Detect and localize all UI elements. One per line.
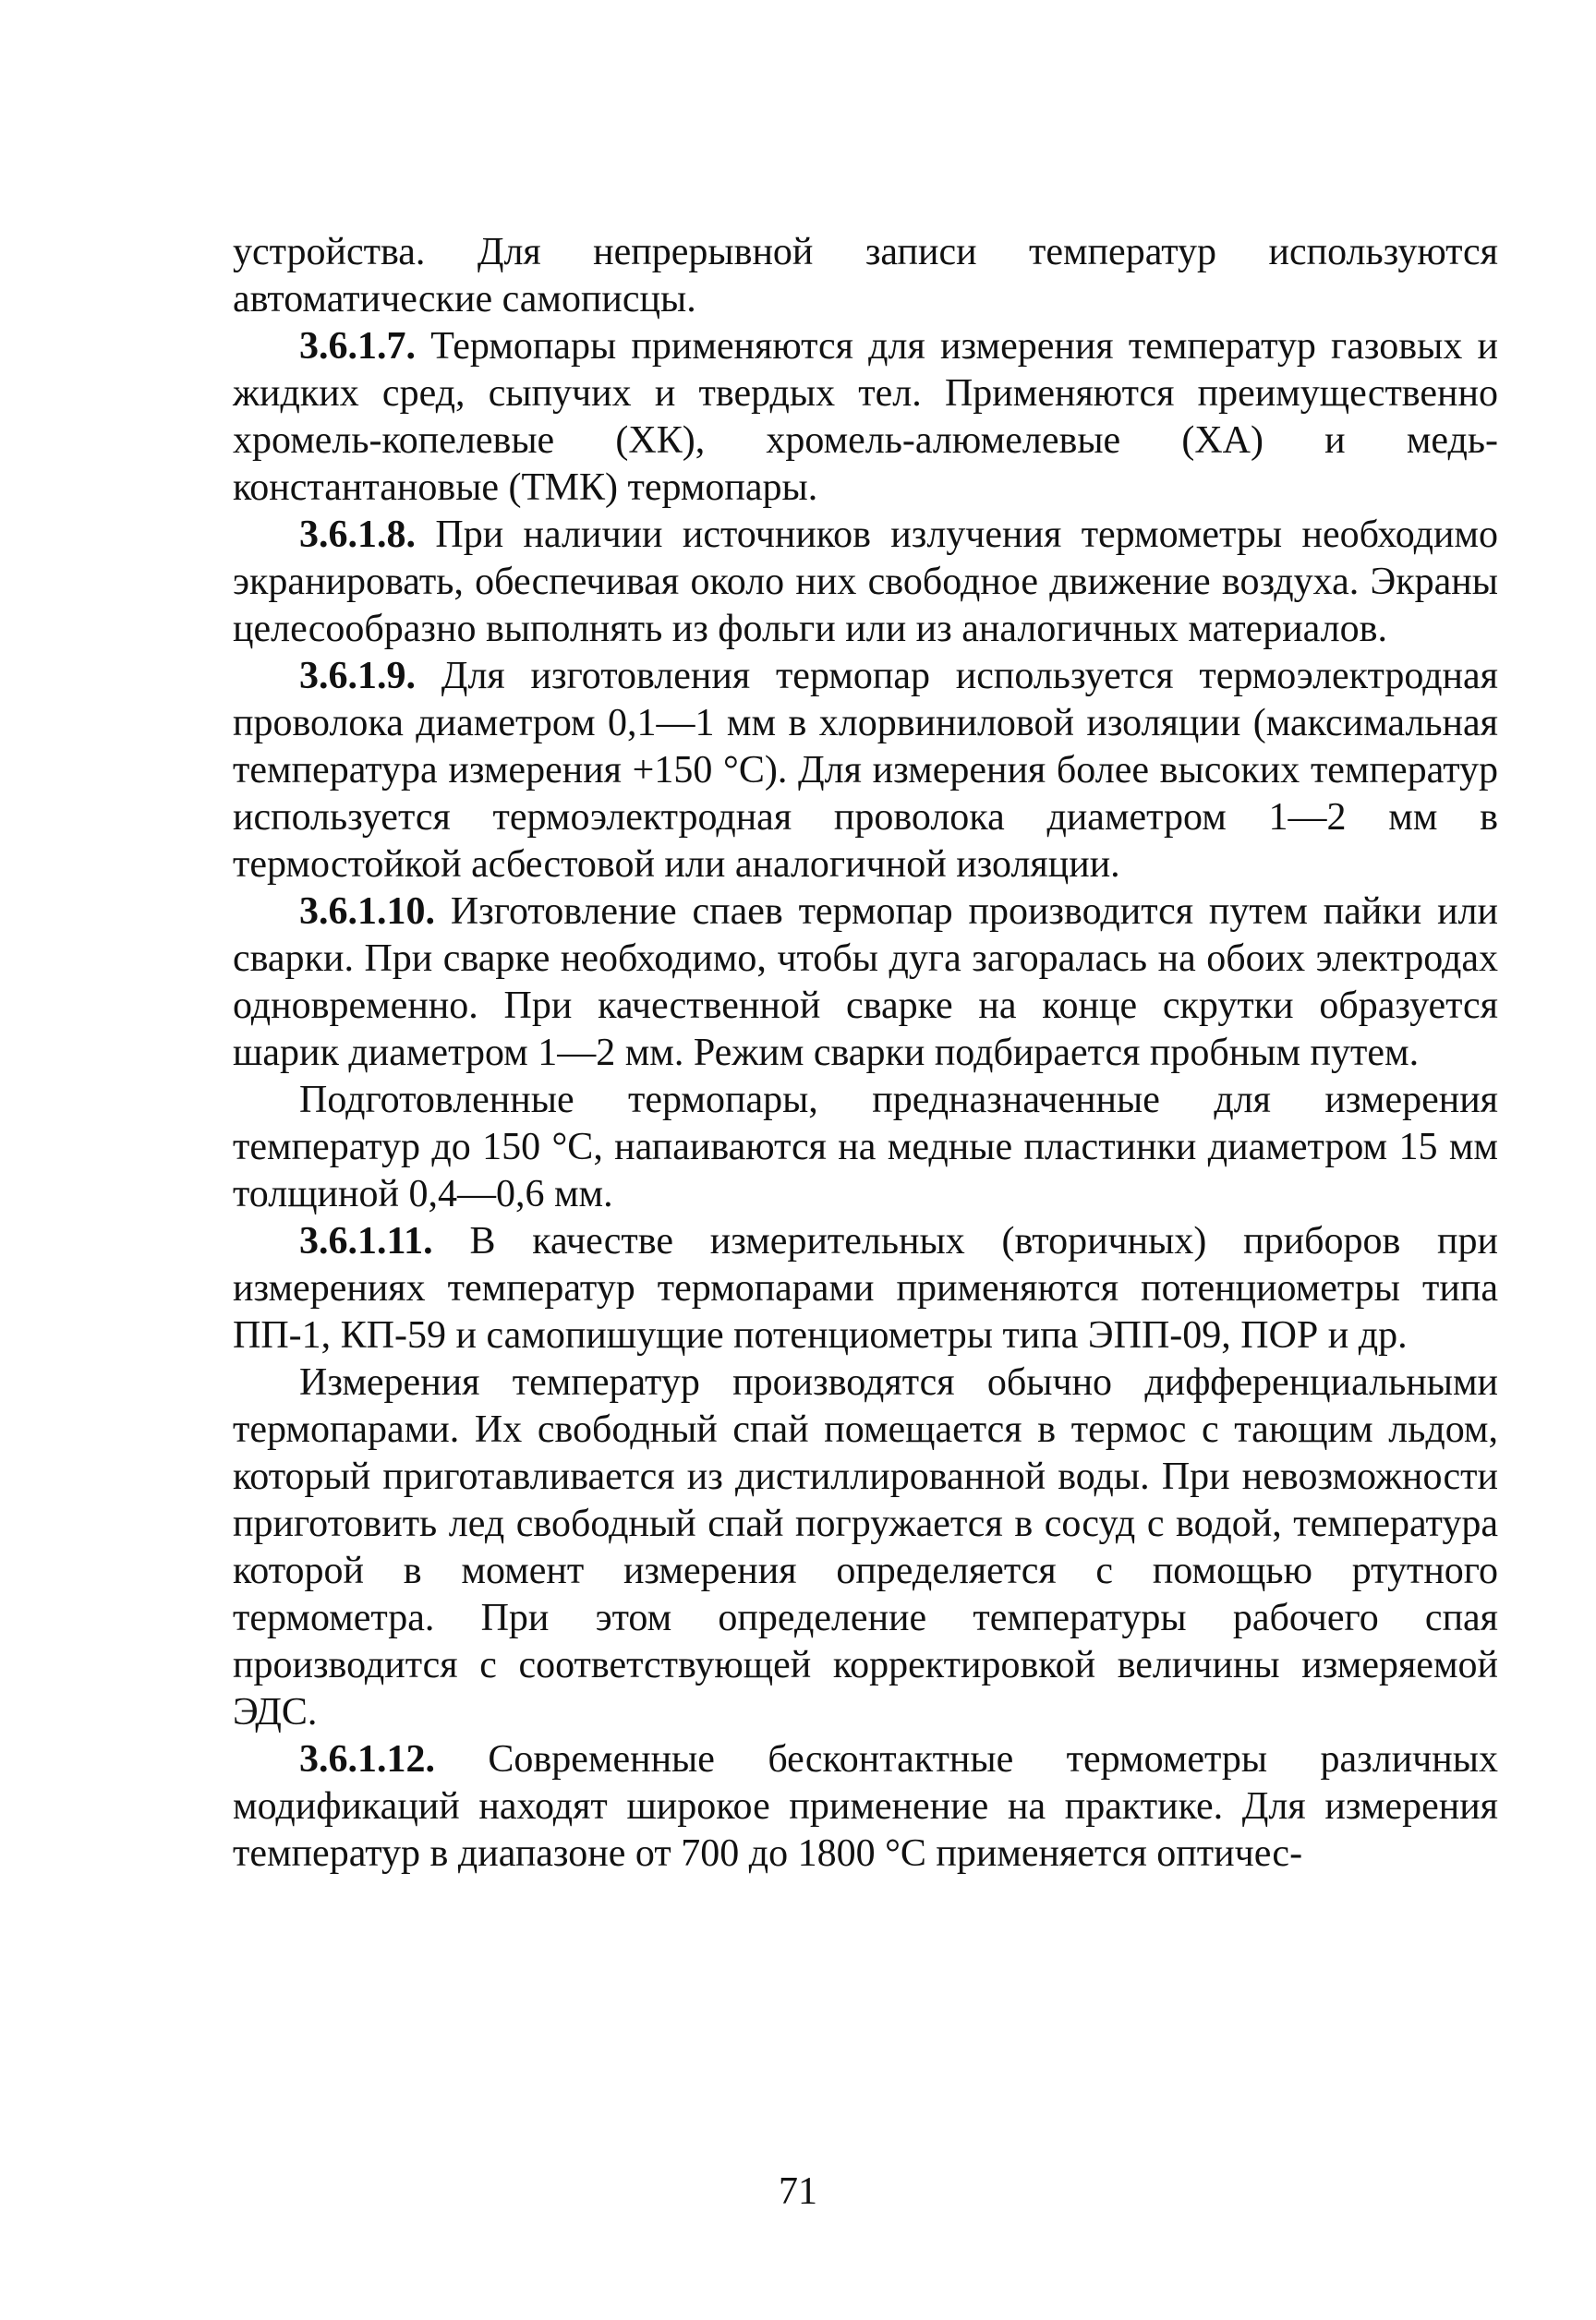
paragraph-3-6-1-11 [233,1218,1498,1359]
paragraph-continuation [233,229,1498,323]
section-number: 3.6.1.7. [299,325,416,368]
paragraph-text: При наличии источников излучения термометры необходимо экранировать, обеспечивая около них свободное движение воздуха. Экраны целесообразно выполнять из фольги или из аналогичных материалов. [233,514,1498,650]
paragraph-text: Измерения температур производятся обычно дифференциальными термопарами. Их свободный спай помещается в термос с тающим льдом, который приготавливается из дистиллированной воды. При невозможности приготовить лед свободный спай погружается в сосуд с водой, температура которой в момент измерения определяется с помощью ртутного термометра. При этом определение температуры рабочего спая производится с соответствующей корректировкой величины измеряемой ЭДС. [233,1361,1498,1734]
paragraph-3-6-1-8 [233,512,1498,653]
paragraph-text: Современные бесконтактные термометры различных модификаций находят широкое применение на практике. Для измерения температур в диапазоне от 700 до 1800 °С применяется оптичес- [233,1738,1498,1875]
paragraph-3-6-1-12 [233,1736,1498,1878]
paragraph-prepared-thermocouples [233,1077,1498,1218]
paragraph-differential-measurements [233,1359,1498,1736]
section-number: 3.6.1.11. [299,1220,433,1263]
paragraph-text: Для изготовления термопар используется термоэлектродная проволока диаметром 0,1—1 мм в хлорвиниловой изоляции (максимальная температура измерения +150 °С). Для измерения более высоких температур используется термоэлектродная проволока диаметром 1—2 мм в термостойкой асбестовой или аналогичной изоляции. [233,655,1498,886]
paragraph-3-6-1-7 [233,323,1498,512]
section-number: 3.6.1.10. [299,890,435,933]
paragraph-text: Изготовление спаев термопар производится путем пайки или сварки. При сварке необходимо, чтобы дуга загоралась на обоих электродах одновременно. При качественной сварке на конце скрутки образуется шарик диаметром 1—2 мм. Режим сварки подбирается пробным путем. [233,890,1498,1074]
paragraph-text: Термопары применяются для измерения температур газовых и жидких сред, сыпучих и твердых тел. Применяются преимущественно хромель-копелевые (ХК), хромель-алюмелевые (ХА) и медь-константановые (ТМК) термопары. [233,325,1498,509]
page-number: 71 [779,2170,817,2213]
page-body [233,229,1498,1878]
section-number: 3.6.1.12. [299,1738,435,1781]
paragraph-3-6-1-10 [233,888,1498,1077]
section-number: 3.6.1.8. [299,514,416,556]
paragraph-text: Подготовленные термопары, предназначенные для измерения температур до 150 °С, напаиваются на медные пластинки диаметром 15 мм толщиной 0,4—0,6 мм. [233,1079,1498,1215]
paragraph-text: устройства. Для непрерывной записи температур используются автоматические самописцы. [233,231,1498,320]
paragraph-3-6-1-9 [233,653,1498,888]
section-number: 3.6.1.9. [299,655,416,697]
paragraph-text: В качестве измерительных (вторичных) приборов при измерениях температур термопарами применяются потенциометры типа ПП-1, КП-59 и самопишущие потенциометры типа ЭПП-09, ПОР и др. [233,1220,1498,1357]
